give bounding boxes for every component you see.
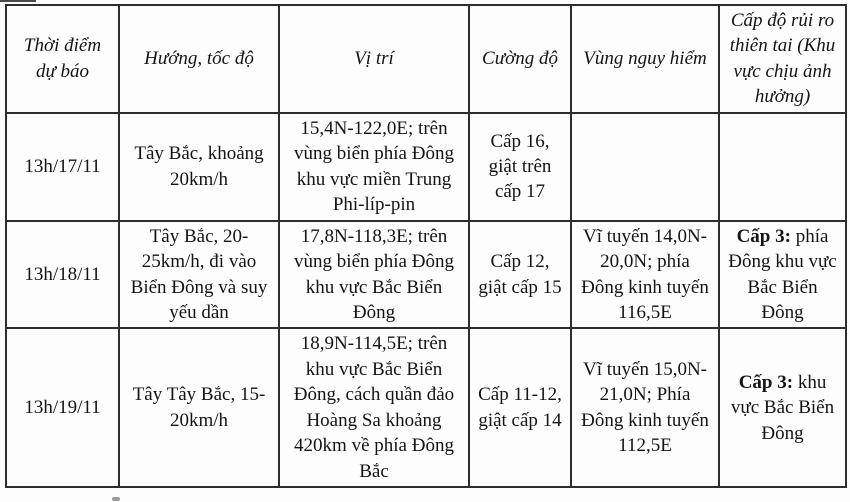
risk-level-label: Cấp 3: [738,371,794,393]
cell-position: 15,4N-122,0E; trên vùng biển phía Đông khu vực miền Trung Phi-líp-pin [279,113,469,221]
col-header-forecast-time: Thời điểm dự báo [6,5,119,113]
table-row [6,221,846,329]
cell-risk-level [719,328,846,487]
cell-intensity: Cấp 11-12, giật cấp 14 [469,328,571,487]
forecast-table-container [5,4,847,488]
cutoff-line-fragment [0,0,36,2]
storm-forecast-table [5,4,847,488]
table-row [6,328,846,487]
col-header-position: Vị trí [279,5,469,113]
risk-level-text: khu vực Bắc Biển Đông [730,371,835,444]
cell-forecast-time: 13h/19/11 [6,328,119,487]
cell-danger-zone: Vĩ tuyến 14,0N-20,0N; phía Đông kinh tuyến 116,5E [571,221,719,329]
cell-danger-zone [571,113,719,221]
cell-direction-speed: Tây Bắc, khoảng 20km/h [119,113,279,221]
cell-direction-speed: Tây Tây Bắc, 15-20km/h [119,328,279,487]
cell-position: 17,8N-118,3E; trên vùng biển phía Đông khu vực Bắc Biển Đông [279,221,469,329]
cell-forecast-time: 13h/17/11 [6,113,119,221]
cell-danger-zone: Vĩ tuyến 15,0N-21,0N; Phía Đông kinh tuyến 112,5E [571,328,719,487]
risk-level-text: phía Đông khu vực Bắc Biển Đông [728,225,837,323]
cell-direction-speed: Tây Bắc, 20-25km/h, đi vào Biển Đông và suy yếu dần [119,221,279,329]
cell-risk-level [719,221,846,329]
col-header-intensity: Cường độ [469,5,571,113]
risk-level-label: Cấp 3: [736,225,791,247]
cell-risk-level [719,113,846,221]
col-header-direction-speed: Hướng, tốc độ [119,5,279,113]
cell-forecast-time: 13h/18/11 [6,221,119,329]
header-row [6,5,846,113]
cell-position: 18,9N-114,5E; trên khu vực Bắc Biển Đông, cách quần đảo Hoàng Sa khoảng 420km về phía Đông Bắc [279,328,469,487]
cell-intensity: Cấp 16, giật trên cấp 17 [469,113,571,221]
col-header-danger-zone: Vùng nguy hiểm [571,5,719,113]
col-header-risk-level: Cấp độ rủi ro thiên tai (Khu vực chịu ảnh hưởng) [719,5,846,113]
table-row [6,113,846,221]
cutoff-text-fragment [112,497,120,501]
cell-intensity: Cấp 12, giật cấp 15 [469,221,571,329]
